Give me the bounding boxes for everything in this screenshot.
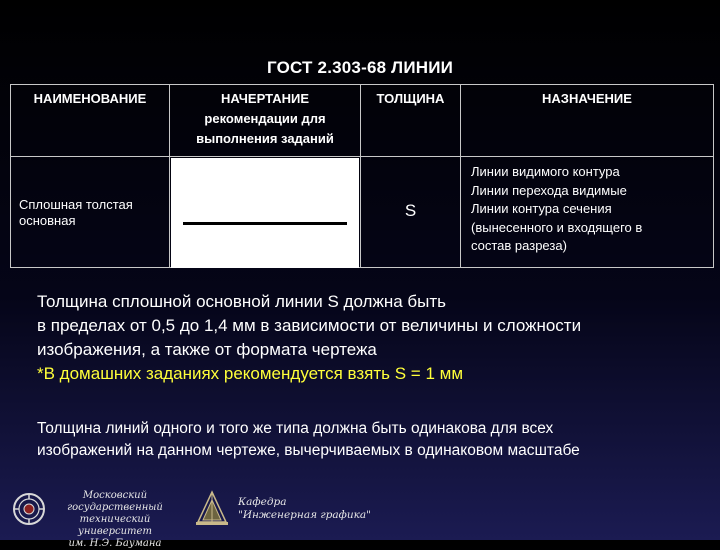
table-divider — [360, 85, 361, 267]
purpose-line: состав разреза) — [471, 238, 567, 253]
department-name — [238, 496, 371, 522]
purpose-line: Линии перехода видимые — [471, 182, 627, 198]
header-style-line3: выполнения заданий — [196, 131, 334, 146]
header-name: НАИМЕНОВАНИЕ — [33, 91, 147, 106]
university-line: им. Н.Э. Баумана — [68, 538, 162, 549]
page-title: ГОСТ 2.303-68 ЛИНИИ — [266, 58, 454, 77]
university-name — [54, 490, 176, 550]
department-line: "Инженерная графика" — [238, 509, 371, 521]
university-footer — [12, 490, 192, 549]
paragraph-line: изображения, а также от формата чертежа — [37, 340, 377, 359]
header-style-line2: рекомендации для — [204, 111, 326, 126]
table-divider — [11, 156, 713, 157]
row-name-line1: Сплошная толстая — [19, 197, 133, 212]
paragraph-line: в пределах от 0,5 до 1,4 мм в зависимости от величины и сложности — [37, 316, 582, 335]
homework-recommendation: *В домашних заданиях рекомендуется взять S = 1 мм — [37, 364, 464, 383]
paragraph-line: Толщина сплошной основной линии S должна быть — [37, 292, 447, 311]
row-name-line2: основная — [19, 213, 76, 228]
lines-table — [10, 84, 714, 268]
purpose-line: (вынесенного и входящего в — [471, 219, 643, 235]
row-purpose — [471, 163, 711, 256]
solid-thick-line-sample — [183, 222, 347, 225]
paragraph-line: изображений на данном чертеже, вычерчиваемых в одинаковом масштабе — [37, 442, 580, 459]
university-emblem-icon — [12, 492, 46, 526]
header-style — [170, 89, 360, 149]
row-name — [19, 197, 133, 229]
row-thickness: S — [404, 201, 417, 220]
header-thickness: ТОЛЩИНА — [376, 91, 445, 106]
header-style-line1: НАЧЕРТАНИЕ — [220, 91, 309, 106]
header-purpose: НАЗНАЧЕНИЕ — [542, 91, 632, 106]
paragraph-line: Толщина линий одного и того же типа должна быть одинакова для всех — [37, 420, 554, 437]
thickness-rule-paragraph — [37, 290, 707, 386]
department-footer — [192, 488, 392, 530]
line-sample-box — [171, 158, 359, 268]
purpose-line: Линии контура сечения — [471, 201, 612, 216]
purpose-line: Линии видимого контура — [471, 164, 620, 179]
university-line: Московский государственный — [67, 490, 163, 513]
table-divider — [460, 85, 461, 267]
department-line: Кафедра — [238, 496, 287, 508]
department-emblem-icon — [192, 488, 232, 528]
uniformity-paragraph — [37, 418, 707, 462]
university-line: технический университет — [78, 514, 152, 537]
